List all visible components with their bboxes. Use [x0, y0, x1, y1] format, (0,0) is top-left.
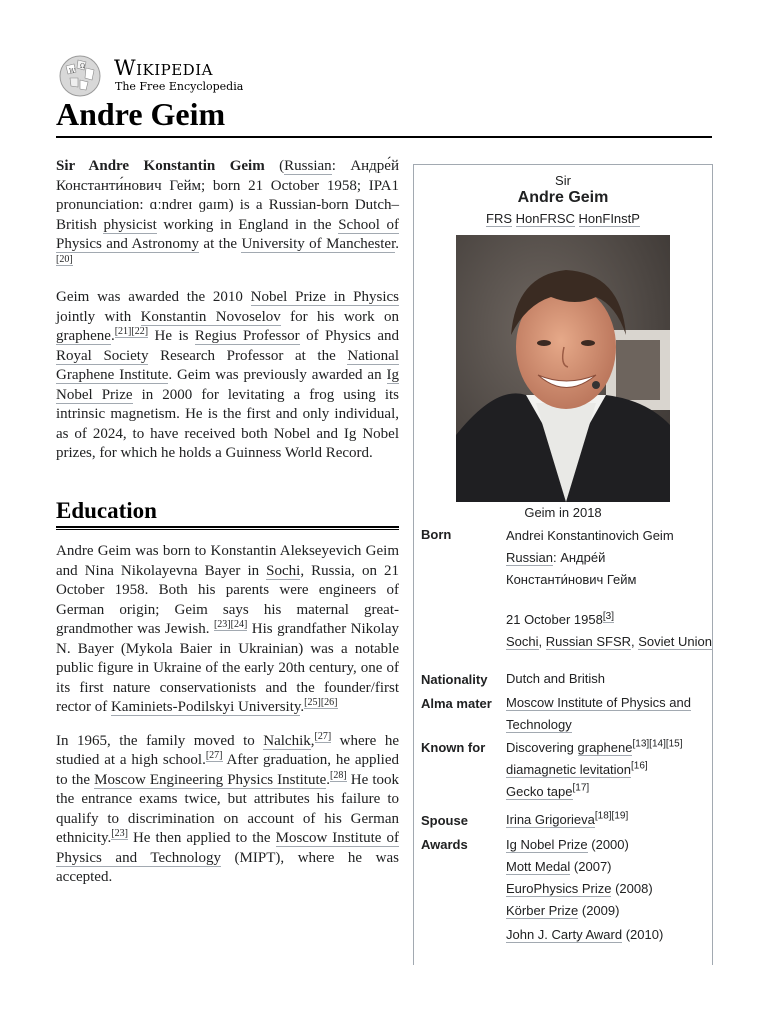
- link-nalchik[interactable]: Nalchik: [263, 732, 311, 749]
- award-item: John J. Carty Award (2010): [506, 927, 664, 942]
- alma-mater-value: [506, 692, 706, 736]
- award-item: Körber Prize (2009): [506, 903, 620, 918]
- born-place-row: Sochi, Russian SFSR, Soviet Union: [506, 634, 712, 649]
- svg-text:Ω: Ω: [80, 63, 85, 70]
- link-graphene[interactable]: graphene: [56, 328, 111, 344]
- link-russian-sfsr[interactable]: Russian SFSR: [545, 634, 632, 649]
- nationality-label: Nationality: [421, 672, 488, 687]
- ref-link[interactable]: [21]: [114, 326, 132, 337]
- link-award[interactable]: EuroPhysics Prize: [506, 881, 612, 896]
- ref-link[interactable]: [22]: [131, 326, 149, 337]
- ref-link[interactable]: [25]: [304, 697, 321, 708]
- education-paragraph-1: Andre Geim was born to Konstantin Alekseyevich Geim and Nina Nikolayevna Bayer in Sochi, Russia, on 21 October 1958. Both his parents were engineers of German origin; Geim says his maternal great-grandmother was Jewish. [23][24] His grandfather Nikolay N. Bayer (Mykola Baier in Ukrainian) was a notable public figure in Ukraine of the early 20th century, one of its first nature conservationists and the founder/first rector of Kaminiets-Podilskyi University.[25][26]: [56, 543, 399, 715]
- ref-link[interactable]: [24]: [230, 619, 248, 630]
- education-divider: [56, 526, 399, 530]
- ref-link[interactable]: [18][19]: [594, 810, 629, 822]
- known-item: [506, 759, 706, 781]
- link-graphene-infobox[interactable]: graphene: [577, 740, 633, 755]
- education-section: [56, 542, 399, 902]
- award-item: Ig Nobel Prize (2000): [506, 837, 629, 852]
- ref-link[interactable]: [13][14][15]: [632, 738, 683, 750]
- spouse-value: [506, 809, 706, 831]
- title-divider: [56, 136, 712, 138]
- ref-link[interactable]: [17]: [572, 782, 590, 794]
- known-item: [506, 781, 706, 803]
- known-item: Discovering graphene[13][14][15]: [506, 738, 683, 755]
- link-diamagnetic[interactable]: diamagnetic levitation: [506, 762, 632, 777]
- link-kaminiets[interactable]: Kaminiets-Podilskyi University: [110, 699, 301, 715]
- link-nobel[interactable]: Nobel Prize in Physics: [250, 289, 399, 305]
- born-date: 21 October 1958[3]: [506, 610, 614, 627]
- born-label: Born: [421, 527, 452, 542]
- ref-link[interactable]: [20]: [56, 253, 73, 265]
- link-novoselov[interactable]: Konstantin Novoselov: [140, 308, 281, 325]
- link-award[interactable]: Ig Nobel Prize: [506, 837, 588, 852]
- nationality-value: Dutch and British: [506, 671, 605, 686]
- ref-link[interactable]: [27]: [314, 730, 332, 742]
- infobox-name: Andre Geim: [517, 189, 609, 206]
- intro-paragraph-1: Sir Andre Konstantin Geim (Russian: Андре́й Константи́нович Гейм; born 21 October 1958; IPA1 pronunciation: ɑːndreɪ ɡaɪm) is a Russian-born Dutch–British physicist working in England in the School of Physics and Astronomy at the University of Manchester.[20]: [56, 158, 399, 265]
- infobox-honorific: Sir: [555, 173, 571, 188]
- photo-caption: Geim in 2018: [524, 505, 602, 520]
- page-title: Andre Geim: [56, 96, 226, 132]
- link-sochi[interactable]: Sochi: [266, 562, 301, 579]
- link-spouse[interactable]: Irina Grigorieva: [506, 812, 595, 827]
- site-tagline: The Free Encyclopedia: [115, 80, 244, 93]
- link-mephi[interactable]: Moscow Engineering Physics Institute: [94, 771, 327, 788]
- born-native-row-2: Константи́нович Гейм: [506, 572, 637, 587]
- ref-link[interactable]: [23]: [111, 828, 128, 839]
- ref-link[interactable]: [28]: [330, 769, 347, 781]
- link-regius[interactable]: Regius Professor: [194, 328, 300, 344]
- born-native-row: Russian: Андре́й: [506, 550, 606, 565]
- link-mipt[interactable]: Moscow Institute of Physics and Technology: [56, 830, 399, 866]
- link-mipt-infobox[interactable]: Moscow Institute of Physics and Technology: [506, 695, 691, 732]
- link-gecko-tape[interactable]: Gecko tape: [506, 784, 573, 799]
- infobox-postnominals: [414, 211, 712, 226]
- ref-link[interactable]: [3]: [602, 610, 614, 622]
- svg-text:W: W: [69, 68, 76, 75]
- link-award[interactable]: Mott Medal: [506, 859, 571, 874]
- link-award[interactable]: Körber Prize: [506, 903, 579, 918]
- award-item: EuroPhysics Prize (2008): [506, 881, 653, 896]
- wikipedia-globe-icon[interactable]: [56, 54, 104, 98]
- known-for-value: [506, 737, 706, 803]
- infobox: [413, 164, 713, 965]
- link-soviet-union[interactable]: Soviet Union: [638, 634, 712, 649]
- intro-paragraph-2: Geim was awarded the 2010 Nobel Prize in Physics jointly with Konstantin Novoselov for his work on graphene.[21][22] He is Regius Professor of Physics and Royal Society Research Professor at the National Graphene Institute. Geim was previously awarded an Ig Nobel Prize in 2000 for levitating a frog using its intrinsic magnetism. He is the first and only individual, as of 2024, to have received both Nobel and Ig Nobel prizes, for which he holds a Guinness World Record.: [56, 289, 400, 461]
- link-frs[interactable]: FRS: [486, 211, 513, 226]
- link-award[interactable]: John J. Carty Award: [506, 927, 623, 942]
- link-sochi-infobox[interactable]: Sochi: [506, 634, 539, 649]
- award-item: Mott Medal (2007): [506, 859, 612, 874]
- born-name: Andrei Konstantinovich Geim: [506, 528, 674, 543]
- ref-link[interactable]: [27]: [205, 750, 223, 761]
- link-honfrsc[interactable]: HonFRSC: [515, 211, 575, 226]
- link-russian[interactable]: Russian: [284, 158, 332, 174]
- link-university[interactable]: University of Manchester: [241, 236, 396, 252]
- bold-name: Sir Andre Konstantin Geim: [56, 158, 265, 174]
- ref-link[interactable]: [23]: [213, 619, 231, 630]
- education-heading: Education: [56, 498, 157, 523]
- spouse-label: Spouse: [421, 813, 468, 828]
- awards-value: [506, 834, 706, 946]
- portrait-photo[interactable]: [456, 235, 670, 502]
- ref-link[interactable]: [26]: [320, 697, 338, 708]
- link-royal-society[interactable]: Royal Society: [56, 347, 149, 364]
- link-ngi[interactable]: National Graphene Institute: [56, 347, 400, 383]
- wikipedia-wordmark[interactable]: Wikipedia: [114, 56, 213, 80]
- link-school[interactable]: School of Physics and Astronomy: [56, 216, 399, 252]
- education-paragraph-2: In 1965, the family moved to Nalchik,[27] where he studied at a high school.[27] After graduation, he applied to the Moscow Engineering Physics Institute.[28] He took the entrance exams twice, but attributes his failure to qualify to discrimination on account of his German ethnicity.[23] He then applied to the Moscow Institute of Physics and Technology (MIPT), where he was accepted.: [56, 730, 399, 885]
- known-for-label: Known for: [421, 740, 486, 755]
- alma-mater-label: Alma mater: [421, 696, 492, 711]
- link-russian-lang[interactable]: Russian: [506, 550, 553, 565]
- link-physicist[interactable]: physicist: [103, 216, 157, 233]
- awards-label: Awards: [421, 837, 468, 852]
- link-honfinstp[interactable]: HonFInstP: [578, 211, 640, 226]
- born-value: [506, 525, 712, 653]
- ref-link[interactable]: [16]: [631, 760, 648, 772]
- link-ig-nobel[interactable]: Ig Nobel Prize: [56, 367, 399, 403]
- intro-section: [56, 157, 399, 478]
